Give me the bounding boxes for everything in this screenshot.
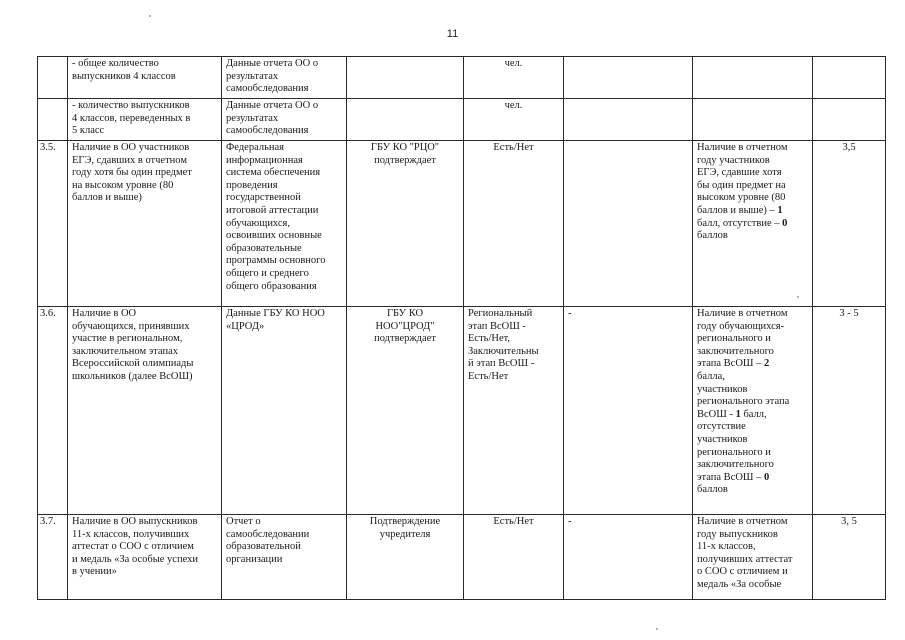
indicator-cell: Наличие в ОО участников ЕГЭ, сдавших в отчетном году хотя бы один предмет на высоком уровне (80 баллов и выше) (68, 141, 222, 307)
points-value: 1 (777, 204, 783, 216)
scoring-cell (693, 141, 813, 307)
row-number: 3.5. (38, 141, 68, 307)
table-row (38, 99, 886, 141)
requirement-cell (564, 57, 693, 99)
confirmation-cell: Подтверждение учредителя (347, 515, 464, 600)
data-source-cell: Федеральная информационная система обеспечения проведения государственной итоговой аттестации обучающихся, освоивших основные образовательные программы основного общего и среднего общего образования (222, 141, 347, 307)
row-number (38, 57, 68, 99)
data-source-cell: Отчет о самообследовании образовательной организации (222, 515, 347, 600)
row-number: 3.6. (38, 307, 68, 515)
scoring-cell (693, 307, 813, 515)
score-cell (813, 99, 886, 141)
data-source-cell: Данные отчета ОО о результатах самообследования (222, 57, 347, 99)
data-source-cell: Данные ГБУ КО НОО «ЦРОД» (222, 307, 347, 515)
table-row (38, 57, 886, 99)
scoring-text: Наличие в отчетном году участников ЕГЭ, сдавшие хотя бы один предмет на высоком уровне (80 баллов и выше) – (697, 142, 788, 216)
unit-cell: чел. (464, 99, 564, 141)
scoring-text: баллов (697, 484, 728, 496)
unit-cell: Есть/Нет (464, 141, 564, 307)
confirmation-cell (347, 57, 464, 99)
scoring-text: Наличие в отчетном году обучающихся- регионального и заключительного этапа ВсОШ – (697, 308, 788, 370)
table-row (38, 307, 886, 515)
table-row (38, 141, 886, 307)
requirement-cell: - (564, 307, 693, 515)
table-row (38, 515, 886, 600)
scoring-text: балла, участников регионального этапа ВсОШ - (697, 370, 790, 420)
points-value: 0 (782, 217, 788, 229)
points-value: 1 (735, 408, 741, 420)
scoring-cell (693, 57, 813, 99)
score-cell: 3, 5 (813, 515, 886, 600)
scoring-text: Наличие в отчетном году выпускников 11-х классов, получивших аттестат о СОО с отличием и медаль «За особые (697, 516, 793, 590)
scan-speck (149, 15, 151, 17)
indicator-cell: - количество выпускников 4 классов, переведенных в 5 класс (68, 99, 222, 141)
scan-speck (656, 628, 658, 630)
row-number (38, 99, 68, 141)
scoring-text: балл, отсутствие – (697, 217, 780, 229)
requirement-cell: - (564, 515, 693, 600)
score-cell: 3 - 5 (813, 307, 886, 515)
requirement-cell (564, 99, 693, 141)
unit-cell: Региональный этап ВсОШ - Есть/Нет, Заключительны й этап ВсОШ - Есть/Нет (464, 307, 564, 515)
row-number: 3.7. (38, 515, 68, 600)
points-value: 2 (764, 358, 770, 370)
unit-cell: Есть/Нет (464, 515, 564, 600)
scoring-text: балл, отсутствие участников регионального и заключительного этапа ВсОШ – (697, 408, 774, 483)
criteria-table (37, 56, 886, 600)
scoring-cell (693, 515, 813, 600)
scan-speck (797, 296, 799, 298)
confirmation-cell: ГБУ КО НОО"ЦРОД" подтверждает (347, 307, 464, 515)
score-cell: 3,5 (813, 141, 886, 307)
scoring-text: баллов (697, 230, 728, 242)
requirement-cell (564, 141, 693, 307)
indicator-cell: Наличие в ОО обучающихся, принявших участие в региональном, заключительном этапах Всероссийской олимпиады школьников (далее ВсОШ) (68, 307, 222, 515)
data-source-cell: Данные отчета ОО о результатах самообследования (222, 99, 347, 141)
points-value: 0 (764, 471, 770, 483)
unit-cell: чел. (464, 57, 564, 99)
score-cell (813, 57, 886, 99)
confirmation-cell (347, 99, 464, 141)
indicator-cell: - общее количество выпускников 4 классов (68, 57, 222, 99)
confirmation-cell: ГБУ КО "РЦО" подтверждает (347, 141, 464, 307)
page-number: 11 (446, 28, 459, 40)
indicator-cell: Наличие в ОО выпускников 11-х классов, получивших аттестат о СОО с отличием и медаль «За особые успехи в учении» (68, 515, 222, 600)
scoring-cell (693, 99, 813, 141)
